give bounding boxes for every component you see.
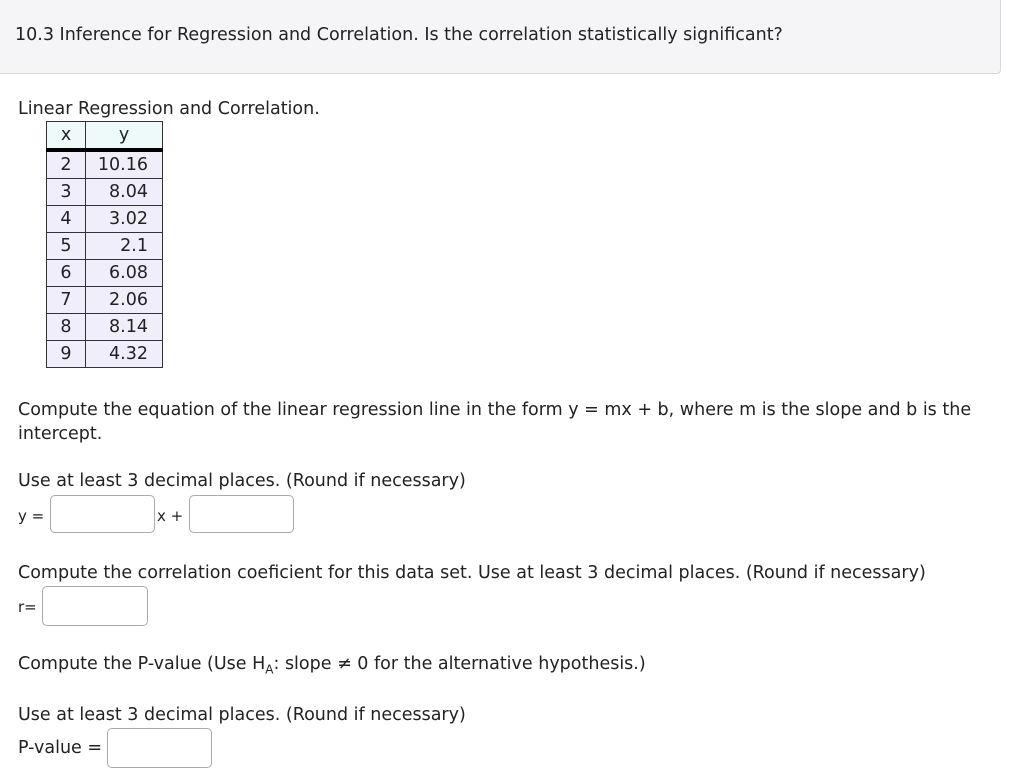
intercept-input[interactable] [189,495,294,533]
table-row [47,179,163,206]
table-row [47,206,163,233]
table-row [47,314,163,341]
table-row [47,260,163,287]
table-row [47,287,163,314]
y-cell: 2.06 [86,287,163,314]
q3-text: Compute the P-value (Use $H_A$: slope ≠ 0 for the alternative hypothesis.) [18,654,646,677]
table-row [47,233,163,260]
correlation-input[interactable] [42,586,148,626]
x-cell: 7 [47,287,86,314]
y-equals-label: y = [18,507,45,525]
x-cell: 3 [47,179,86,206]
question-header [0,0,1001,74]
q2-text: Compute the correlation coeficient for this data set. Use at least 3 decimal places. (Round if necessary) [18,563,926,583]
x-cell: 9 [47,341,86,368]
q3-instructions: Use at least 3 decimal places. (Round if necessary) [18,705,466,725]
col-header-y: y [86,122,163,151]
x-cell: 6 [47,260,86,287]
q1-text-line1: Compute the equation of the linear regression line in the form y = mx + b, where m is the slope and b is the [18,400,972,420]
p-value-label: P-value = [18,738,103,758]
table-row [47,150,163,179]
q1-instructions: Use at least 3 decimal places. (Round if necessary) [18,471,466,491]
question-title: 10.3 Inference for Regression and Correlation. Is the correlation statistically significant? [15,25,783,45]
y-cell: 4.32 [86,341,163,368]
y-cell: 3.02 [86,206,163,233]
r-label: r= [18,598,37,616]
x-cell: 5 [47,233,86,260]
intro-text: Linear Regression and Correlation. [18,99,320,119]
slope-input[interactable] [50,495,155,533]
table-row [47,341,163,368]
y-cell: 8.14 [86,314,163,341]
x-cell: 2 [47,150,86,179]
p-value-input[interactable] [107,728,212,768]
y-cell: 10.16 [86,150,163,179]
x-cell: 4 [47,206,86,233]
data-table [46,121,163,368]
x-cell: 8 [47,314,86,341]
q1-text-line2: intercept. [18,424,103,444]
y-cell: 2.1 [86,233,163,260]
col-header-x: x [47,122,86,151]
y-cell: 8.04 [86,179,163,206]
y-cell: 6.08 [86,260,163,287]
x-plus-label: x + [157,507,184,525]
